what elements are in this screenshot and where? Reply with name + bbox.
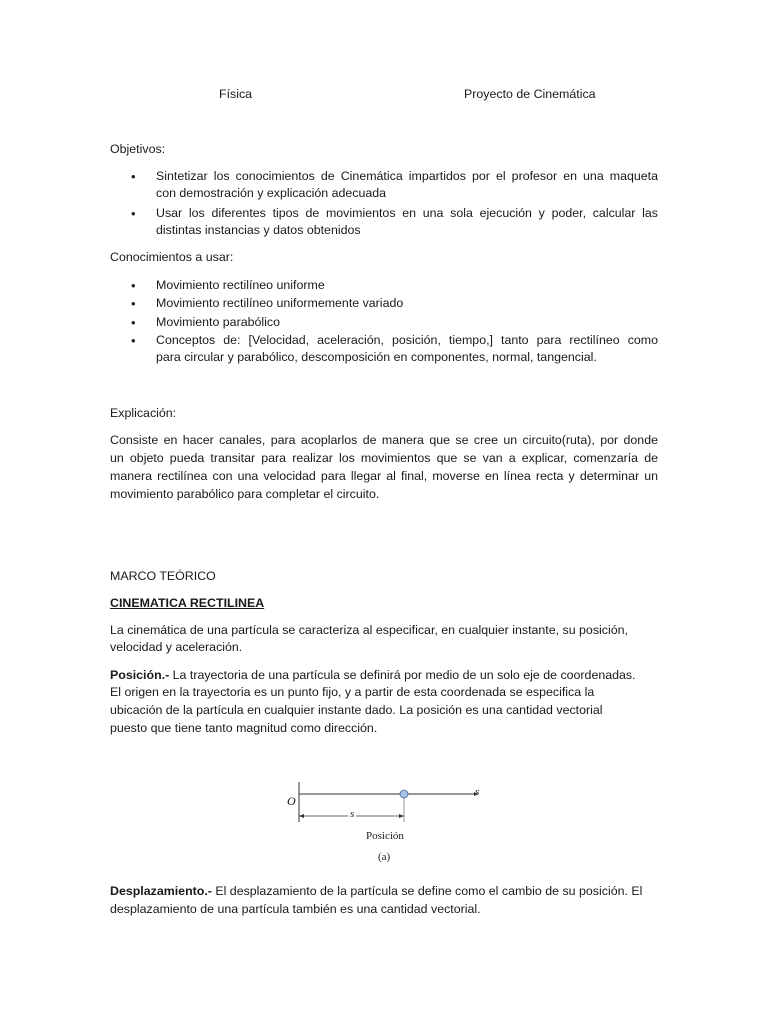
- explicacion-line-2: un objeto pueda transitar para realizar los movimientos que se van a explicar, comenzaría de: [110, 451, 658, 465]
- header-project: Proyecto de Cinemática: [464, 87, 596, 101]
- particle-dot: [400, 790, 408, 798]
- desplazamiento-line-1-text: El desplazamiento de la partícula se define como el cambio de su posición. El: [211, 884, 643, 898]
- distance-arrow-left-icon: [299, 814, 304, 818]
- explicacion-line-1: Consiste en hacer canales, para acoplarlos de manera que se cree un circuito(ruta), por donde: [110, 433, 658, 447]
- origin-label: O: [287, 794, 296, 808]
- posicion-line-3: ubicación de la partícula en cualquier instante dado. La posición es una cantidad vectorial: [110, 703, 603, 717]
- distance-label: s: [350, 808, 355, 820]
- explicacion-heading: Explicación:: [110, 406, 177, 420]
- figure-sublabel: (a): [378, 851, 391, 863]
- marco-intro-line-1: La cinemática de una partícula se caracteriza al especificar, en cualquier instante, su posición,: [110, 623, 628, 637]
- posicion-line-2: El origen en la trayectoria es un punto fijo, y a partir de esta coordenada se especifica la: [110, 685, 595, 699]
- objetivos-heading: Objetivos:: [110, 142, 166, 156]
- bullet-icon: •: [131, 278, 136, 293]
- objetivo-item-1-line-2: con demostración y explicación adecuada: [156, 186, 387, 200]
- bullet-icon: •: [131, 296, 136, 311]
- conocimientos-heading: Conocimientos a usar:: [110, 250, 234, 264]
- conocimiento-item-4-line-1: Conceptos de: [Velocidad, aceleración, posición, tiempo,] tanto para rectilíneo como: [156, 333, 658, 347]
- marco-heading: MARCO TEÓRICO: [110, 569, 216, 583]
- bullet-icon: •: [131, 206, 136, 221]
- position-figure: [280, 772, 490, 868]
- conocimiento-item-1: Movimiento rectilíneo uniforme: [156, 278, 325, 292]
- explicacion-line-4: movimiento parabólico para completar el circuito.: [110, 487, 380, 501]
- objetivo-item-2-line-1: Usar los diferentes tipos de movimientos en una sola ejecución y poder, calcular las: [156, 206, 658, 220]
- desplazamiento-line-1: [110, 883, 658, 900]
- bullet-icon: •: [131, 169, 136, 184]
- posicion-term: Posición.-: [110, 668, 170, 682]
- header-subject: Física: [219, 87, 253, 101]
- axis-label: s: [475, 786, 480, 798]
- explicacion-line-3: manera rectilínea con una velocidad para llegar al final, moverse en línea recta y determinar un: [110, 469, 658, 483]
- posicion-line-1-text: La trayectoria de una partícula se definirá por medio de un solo eje de coordenadas.: [169, 668, 636, 682]
- posicion-line-4: puesto que tiene tanto magnitud como dirección.: [110, 721, 378, 735]
- marco-intro-line-2: velocidad y aceleración.: [110, 640, 243, 654]
- objetivo-item-2-line-2: distintas instancias y datos obtenidos: [156, 223, 361, 237]
- conocimiento-item-2: Movimiento rectilíneo uniformemente variado: [156, 296, 404, 310]
- desplazamiento-line-2: desplazamiento de una partícula también es una cantidad vectorial.: [110, 902, 481, 916]
- bullet-icon: •: [131, 333, 136, 348]
- figure-caption: Posición: [366, 830, 404, 842]
- distance-arrow-right-icon: [399, 814, 404, 818]
- objetivo-item-1-line-1: Sintetizar los conocimientos de Cinemática impartidos por el profesor en una maqueta: [156, 169, 658, 183]
- desplazamiento-term: Desplazamiento.-: [110, 884, 212, 898]
- cinematica-subheading: CINEMATICA RECTILINEA: [110, 596, 265, 610]
- posicion-line-1: [110, 667, 658, 684]
- conocimiento-item-4-line-2: para circular y parabólico, descomposición en componentes, normal, tangencial.: [156, 350, 597, 364]
- bullet-icon: •: [131, 315, 136, 330]
- conocimiento-item-3: Movimiento parabólico: [156, 315, 280, 329]
